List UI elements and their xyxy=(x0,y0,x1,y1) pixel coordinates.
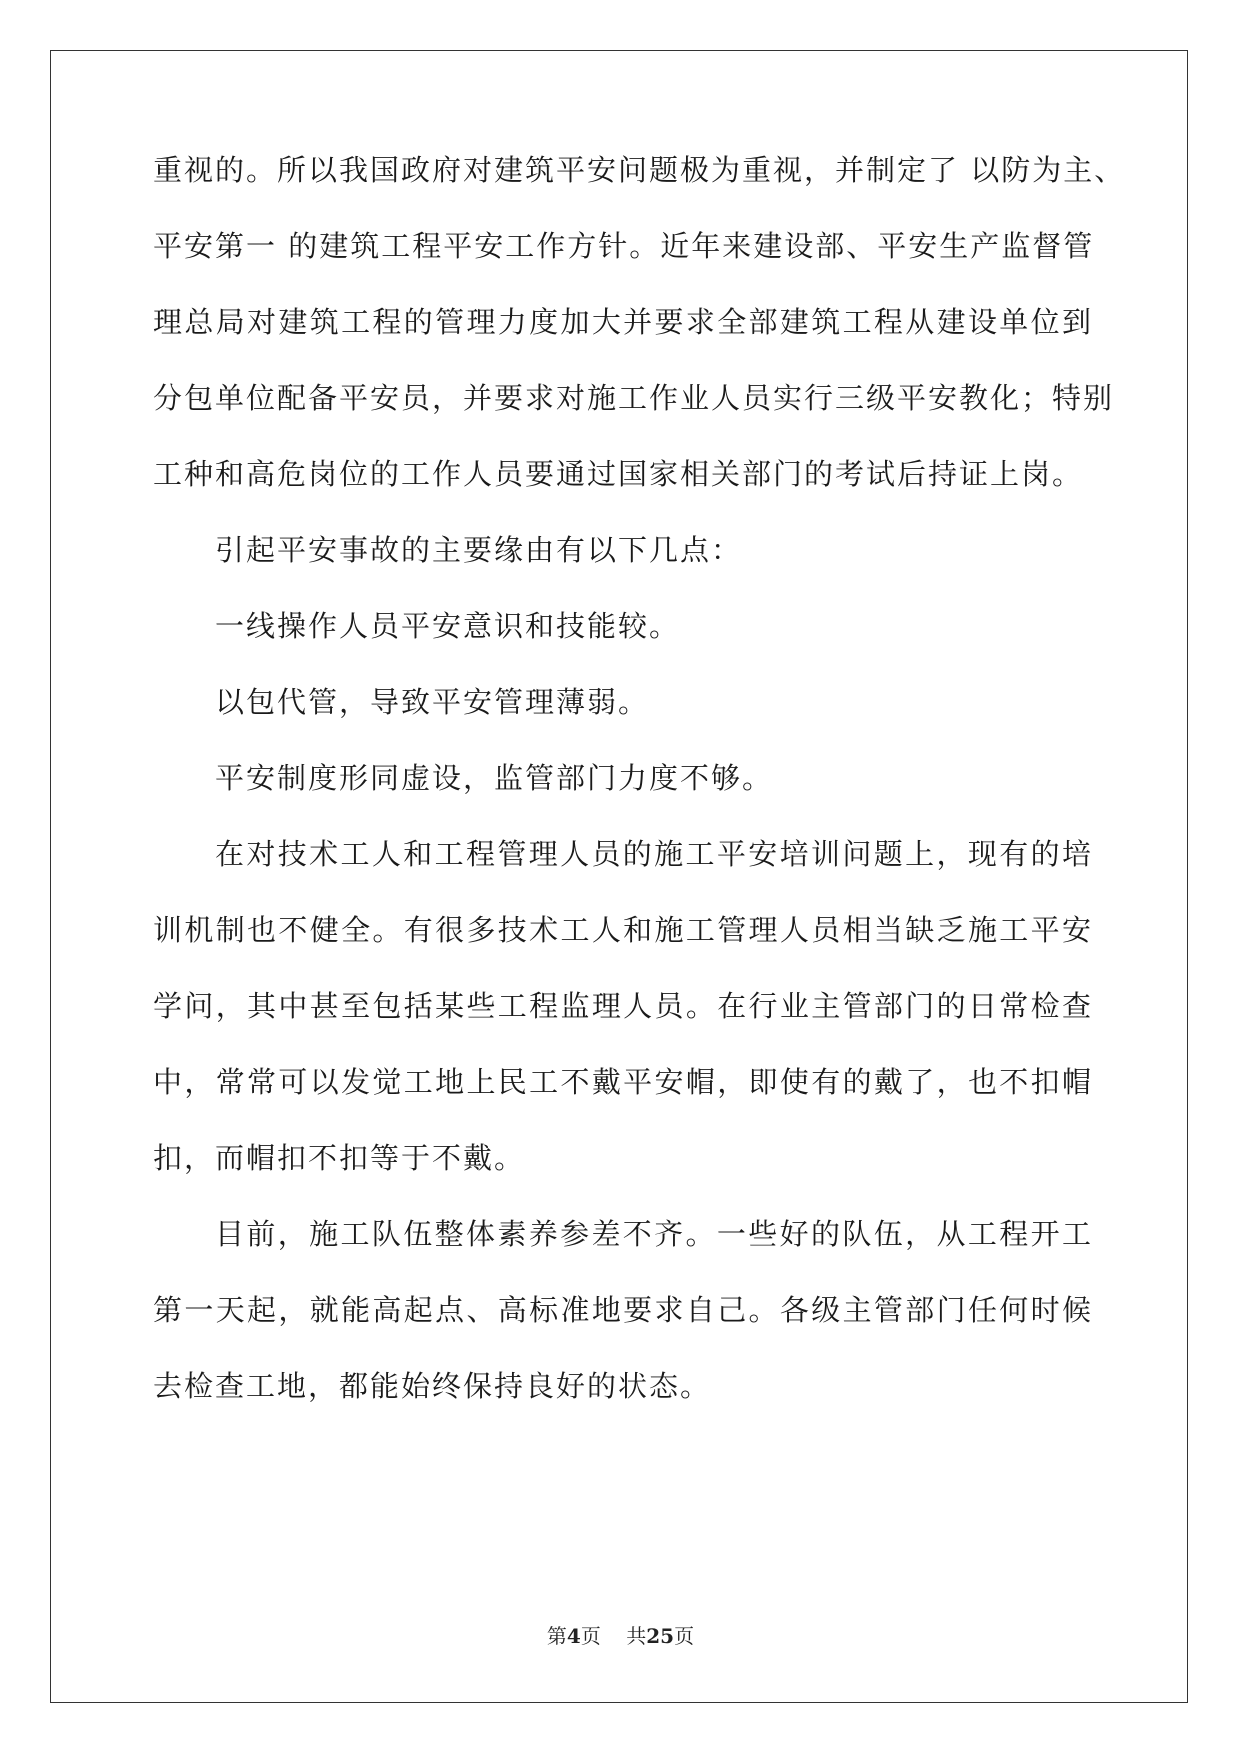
footer-total-suffix: 页 xyxy=(674,1624,695,1648)
body-line: 工种和高危岗位的工作人员要通过国家相关部门的考试后持证上岗。 xyxy=(153,457,1084,491)
list-item: 平安制度形同虚设，监管部门力度不够。 xyxy=(215,761,774,795)
body-line: 平安第一 的建筑工程平安工作方针。近年来建设部、平安生产监督管 xyxy=(153,229,1095,263)
page-border xyxy=(50,50,1188,1703)
footer-prefix: 第 xyxy=(546,1624,567,1648)
body-line: 分包单位配备平安员，并要求对施工作业人员实行三级平安教化；特别 xyxy=(153,381,1115,415)
body-line: 去检查工地，都能始终保持良好的状态。 xyxy=(153,1369,712,1403)
body-line: 学问，其中甚至包括某些工程监理人员。在行业主管部门的日常检查 xyxy=(153,989,1093,1023)
page-number: 4 xyxy=(566,1624,581,1648)
body-line: 第一天起，就能高起点、高标准地要求自己。各级主管部门任何时候 xyxy=(153,1293,1093,1327)
body-line: 目前，施工队伍整体素养参差不齐。一些好的队伍，从工程开工 xyxy=(215,1217,1093,1251)
body-line: 扣，而帽扣不扣等于不戴。 xyxy=(153,1141,526,1175)
list-item: 一线操作人员平安意识和技能较。 xyxy=(215,609,681,643)
page-footer xyxy=(0,1620,1241,1649)
footer-page-suffix: 页 xyxy=(580,1624,601,1648)
body-line: 中，常常可以发觉工地上民工不戴平安帽，即使有的戴了，也不扣帽 xyxy=(153,1065,1093,1099)
list-item: 以包代管，导致平安管理薄弱。 xyxy=(215,685,650,719)
body-line: 理总局对建筑工程的管理力度加大并要求全部建筑工程从建设单位到 xyxy=(153,305,1093,339)
body-line: 训机制也不健全。有很多技术工人和施工管理人员相当缺乏施工平安 xyxy=(153,913,1093,947)
total-pages: 25 xyxy=(646,1624,675,1648)
footer-total-prefix: 共 xyxy=(626,1624,647,1648)
body-line: 在对技术工人和工程管理人员的施工平安培训问题上，现有的培 xyxy=(215,837,1093,871)
body-line: 重视的。所以我国政府对建筑平安问题极为重视，并制定了 以防为主、 xyxy=(153,153,1126,187)
body-line: 引起平安事故的主要缘由有以下几点： xyxy=(215,533,743,567)
